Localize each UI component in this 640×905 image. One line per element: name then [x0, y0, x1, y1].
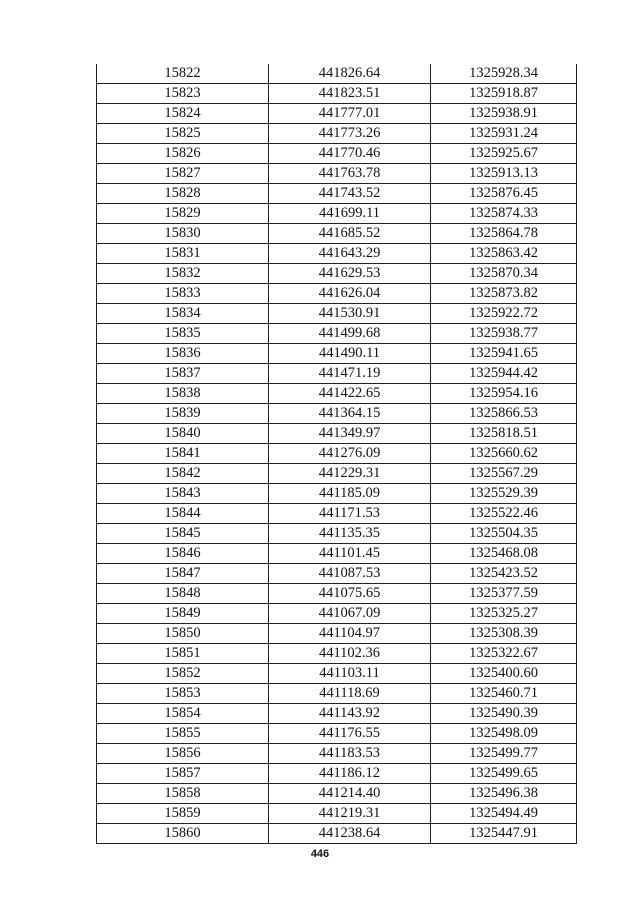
y-coordinate-cell: 1325863.42: [431, 244, 577, 264]
x-coordinate-cell: 441643.29: [269, 244, 431, 264]
x-coordinate-cell: 441770.46: [269, 144, 431, 164]
y-coordinate-cell: 1325944.42: [431, 364, 577, 384]
x-coordinate-cell: 441214.40: [269, 784, 431, 804]
table-row: [97, 784, 577, 804]
table-row: [97, 404, 577, 424]
y-coordinate-cell: 1325873.82: [431, 284, 577, 304]
point-id-cell: 15841: [97, 444, 269, 464]
y-coordinate-cell: 1325499.77: [431, 744, 577, 764]
x-coordinate-cell: 441102.36: [269, 644, 431, 664]
y-coordinate-cell: 1325954.16: [431, 384, 577, 404]
y-coordinate-cell: 1325494.49: [431, 804, 577, 824]
point-id-cell: 15834: [97, 304, 269, 324]
y-coordinate-cell: 1325660.62: [431, 444, 577, 464]
table-row: [97, 824, 577, 844]
y-coordinate-cell: 1325931.24: [431, 124, 577, 144]
x-coordinate-cell: 441183.53: [269, 744, 431, 764]
table-row: [97, 284, 577, 304]
x-coordinate-cell: 441349.97: [269, 424, 431, 444]
x-coordinate-cell: 441773.26: [269, 124, 431, 144]
table-row: [97, 644, 577, 664]
table-row: [97, 484, 577, 504]
point-id-cell: 15823: [97, 84, 269, 104]
table-row: [97, 604, 577, 624]
y-coordinate-cell: 1325522.46: [431, 504, 577, 524]
y-coordinate-cell: 1325938.91: [431, 104, 577, 124]
table-row: [97, 704, 577, 724]
point-id-cell: 15824: [97, 104, 269, 124]
table-row: [97, 744, 577, 764]
x-coordinate-cell: 441490.11: [269, 344, 431, 364]
y-coordinate-cell: 1325866.53: [431, 404, 577, 424]
point-id-cell: 15845: [97, 524, 269, 544]
point-id-cell: 15835: [97, 324, 269, 344]
point-id-cell: 15856: [97, 744, 269, 764]
table-row: [97, 624, 577, 644]
y-coordinate-cell: 1325918.87: [431, 84, 577, 104]
point-id-cell: 15836: [97, 344, 269, 364]
table-row: [97, 324, 577, 344]
point-id-cell: 15833: [97, 284, 269, 304]
table-row: [97, 184, 577, 204]
x-coordinate-cell: 441075.65: [269, 584, 431, 604]
table-row: [97, 264, 577, 284]
table-row: [97, 804, 577, 824]
table-row: [97, 224, 577, 244]
x-coordinate-cell: 441238.64: [269, 824, 431, 844]
y-coordinate-cell: 1325460.71: [431, 684, 577, 704]
x-coordinate-cell: 441499.68: [269, 324, 431, 344]
point-id-cell: 15858: [97, 784, 269, 804]
point-id-cell: 15853: [97, 684, 269, 704]
y-coordinate-cell: 1325928.34: [431, 64, 577, 84]
point-id-cell: 15825: [97, 124, 269, 144]
x-coordinate-cell: 441176.55: [269, 724, 431, 744]
point-id-cell: 15837: [97, 364, 269, 384]
x-coordinate-cell: 441422.65: [269, 384, 431, 404]
point-id-cell: 15840: [97, 424, 269, 444]
point-id-cell: 15857: [97, 764, 269, 784]
table-row: [97, 384, 577, 404]
table-row: [97, 444, 577, 464]
y-coordinate-cell: 1325400.60: [431, 664, 577, 684]
table-row: [97, 164, 577, 184]
point-id-cell: 15828: [97, 184, 269, 204]
y-coordinate-cell: 1325941.65: [431, 344, 577, 364]
point-id-cell: 15859: [97, 804, 269, 824]
table-row: [97, 244, 577, 264]
point-id-cell: 15848: [97, 584, 269, 604]
table-row: [97, 544, 577, 564]
point-id-cell: 15822: [97, 64, 269, 84]
x-coordinate-cell: 441629.53: [269, 264, 431, 284]
x-coordinate-cell: 441135.35: [269, 524, 431, 544]
x-coordinate-cell: 441276.09: [269, 444, 431, 464]
table-row: [97, 504, 577, 524]
x-coordinate-cell: 441186.12: [269, 764, 431, 784]
table-row: [97, 724, 577, 744]
table-row: [97, 84, 577, 104]
point-id-cell: 15846: [97, 544, 269, 564]
y-coordinate-cell: 1325325.27: [431, 604, 577, 624]
y-coordinate-cell: 1325490.39: [431, 704, 577, 724]
x-coordinate-cell: 441364.15: [269, 404, 431, 424]
y-coordinate-cell: 1325308.39: [431, 624, 577, 644]
y-coordinate-cell: 1325874.33: [431, 204, 577, 224]
x-coordinate-cell: 441171.53: [269, 504, 431, 524]
x-coordinate-cell: 441118.69: [269, 684, 431, 704]
x-coordinate-cell: 441101.45: [269, 544, 431, 564]
table-row: [97, 344, 577, 364]
table-row: [97, 664, 577, 684]
x-coordinate-cell: 441763.78: [269, 164, 431, 184]
table-row: [97, 684, 577, 704]
y-coordinate-cell: 1325913.13: [431, 164, 577, 184]
point-id-cell: 15830: [97, 224, 269, 244]
x-coordinate-cell: 441823.51: [269, 84, 431, 104]
y-coordinate-cell: 1325864.78: [431, 224, 577, 244]
point-id-cell: 15847: [97, 564, 269, 584]
table-row: [97, 144, 577, 164]
table-row: [97, 764, 577, 784]
coordinate-table-body: [97, 64, 577, 844]
point-id-cell: 15826: [97, 144, 269, 164]
point-id-cell: 15838: [97, 384, 269, 404]
y-coordinate-cell: 1325499.65: [431, 764, 577, 784]
page-number: 446: [310, 848, 330, 860]
y-coordinate-cell: 1325925.67: [431, 144, 577, 164]
y-coordinate-cell: 1325496.38: [431, 784, 577, 804]
x-coordinate-cell: 441471.19: [269, 364, 431, 384]
x-coordinate-cell: 441104.97: [269, 624, 431, 644]
y-coordinate-cell: 1325468.08: [431, 544, 577, 564]
y-coordinate-cell: 1325504.35: [431, 524, 577, 544]
y-coordinate-cell: 1325377.59: [431, 584, 577, 604]
coordinate-table: [96, 64, 577, 844]
point-id-cell: 15829: [97, 204, 269, 224]
x-coordinate-cell: 441219.31: [269, 804, 431, 824]
point-id-cell: 15827: [97, 164, 269, 184]
table-row: [97, 564, 577, 584]
x-coordinate-cell: 441777.01: [269, 104, 431, 124]
y-coordinate-cell: 1325447.91: [431, 824, 577, 844]
point-id-cell: 15852: [97, 664, 269, 684]
point-id-cell: 15855: [97, 724, 269, 744]
point-id-cell: 15843: [97, 484, 269, 504]
y-coordinate-cell: 1325870.34: [431, 264, 577, 284]
y-coordinate-cell: 1325423.52: [431, 564, 577, 584]
table-row: [97, 464, 577, 484]
table-row: [97, 584, 577, 604]
x-coordinate-cell: 441699.11: [269, 204, 431, 224]
point-id-cell: 15854: [97, 704, 269, 724]
y-coordinate-cell: 1325938.77: [431, 324, 577, 344]
x-coordinate-cell: 441103.11: [269, 664, 431, 684]
point-id-cell: 15860: [97, 824, 269, 844]
x-coordinate-cell: 441087.53: [269, 564, 431, 584]
y-coordinate-cell: 1325529.39: [431, 484, 577, 504]
point-id-cell: 15842: [97, 464, 269, 484]
table-row: [97, 104, 577, 124]
y-coordinate-cell: 1325876.45: [431, 184, 577, 204]
table-row: [97, 524, 577, 544]
table-row: [97, 64, 577, 84]
point-id-cell: 15839: [97, 404, 269, 424]
point-id-cell: 15851: [97, 644, 269, 664]
y-coordinate-cell: 1325567.29: [431, 464, 577, 484]
y-coordinate-cell: 1325922.72: [431, 304, 577, 324]
table-row: [97, 304, 577, 324]
table-row: [97, 124, 577, 144]
x-coordinate-cell: 441143.92: [269, 704, 431, 724]
x-coordinate-cell: 441685.52: [269, 224, 431, 244]
point-id-cell: 15831: [97, 244, 269, 264]
x-coordinate-cell: 441185.09: [269, 484, 431, 504]
point-id-cell: 15849: [97, 604, 269, 624]
point-id-cell: 15844: [97, 504, 269, 524]
x-coordinate-cell: 441067.09: [269, 604, 431, 624]
table-row: [97, 204, 577, 224]
table-row: [97, 364, 577, 384]
x-coordinate-cell: 441530.91: [269, 304, 431, 324]
x-coordinate-cell: 441826.64: [269, 64, 431, 84]
x-coordinate-cell: 441229.31: [269, 464, 431, 484]
x-coordinate-cell: 441743.52: [269, 184, 431, 204]
y-coordinate-cell: 1325322.67: [431, 644, 577, 664]
table-row: [97, 424, 577, 444]
x-coordinate-cell: 441626.04: [269, 284, 431, 304]
y-coordinate-cell: 1325498.09: [431, 724, 577, 744]
point-id-cell: 15832: [97, 264, 269, 284]
point-id-cell: 15850: [97, 624, 269, 644]
y-coordinate-cell: 1325818.51: [431, 424, 577, 444]
